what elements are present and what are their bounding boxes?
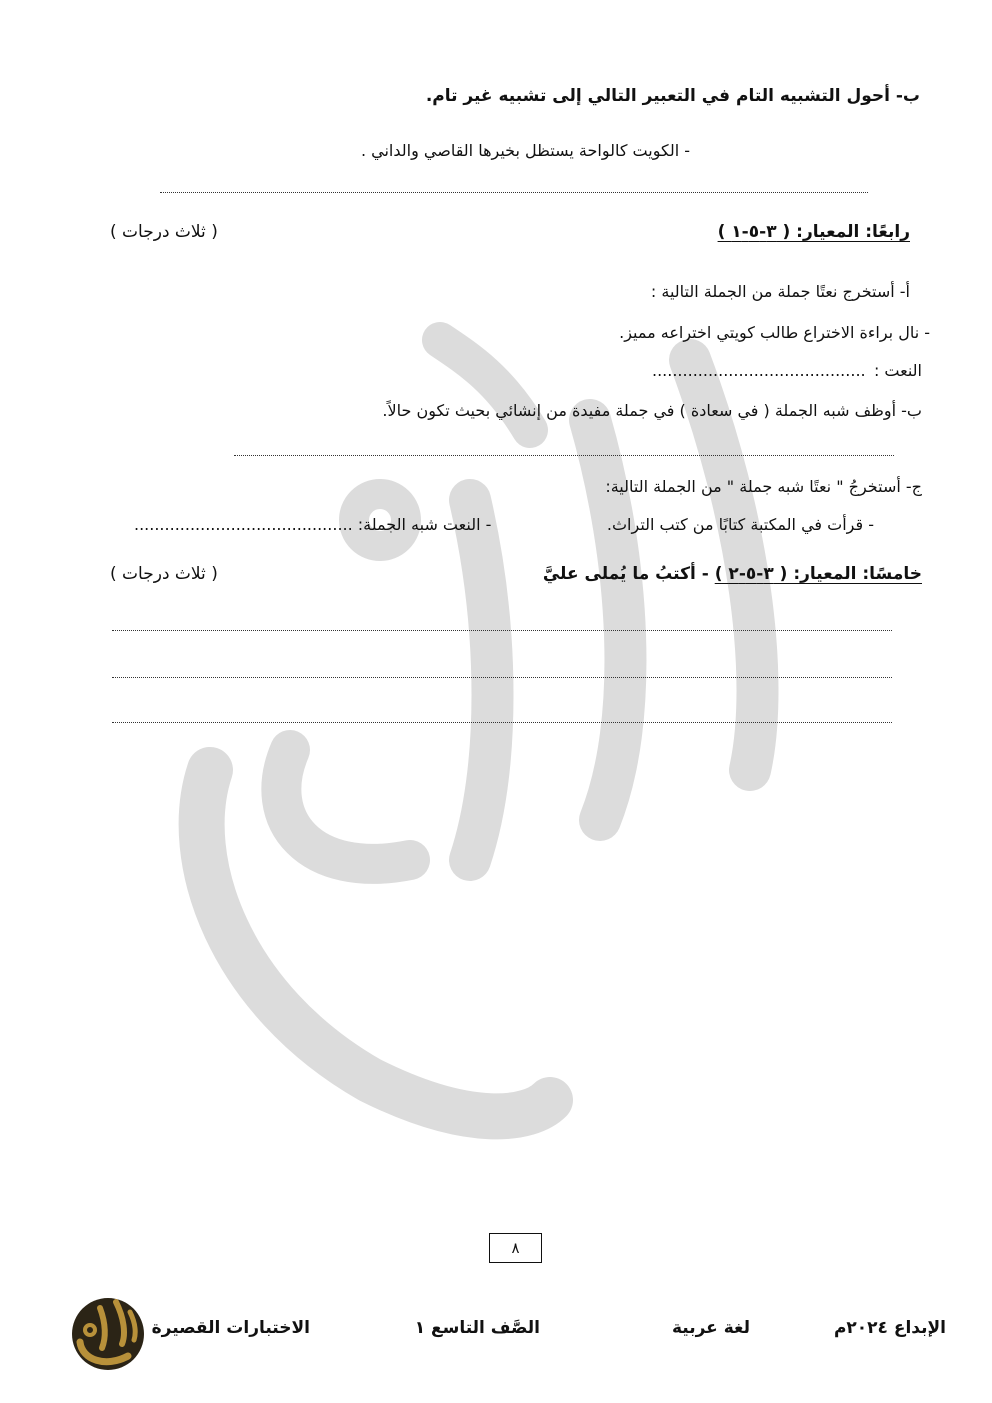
section4-c-answer-field[interactable]: - النعت شبه الجملة: ........................................... — [134, 515, 492, 534]
section4-a-sentence: - نال براءة الاختراع طالب كويتي اختراعه مميز. — [619, 323, 930, 342]
section4-c-prompt: ج- أستخرجُ " نعتًا شبه جملة " من الجملة التالية: — [605, 477, 922, 496]
dictation-line-2[interactable] — [112, 677, 892, 678]
section4-grade: ( ثلاث درجات ) — [110, 222, 218, 242]
section4-b-prompt: ب- أوظف شبه الجملة ( في سعادة ) في جملة مفيدة من إنشائي بحيث تكون حالاً. — [382, 401, 922, 420]
section5-title: خامسًا: المعيار: ( ٣-٥-٢ ) — [714, 564, 922, 584]
section-b-heading: ب- أحول التشبيه التام في التعبير التالي إلى تشبيه غير تام. — [425, 86, 920, 106]
section4-b-answer-line[interactable] — [234, 455, 894, 456]
section4-a-answer-field[interactable]: .......................................... — [652, 361, 866, 380]
section4-title: رابعًا: المعيار: ( ٣-٥-١ ) — [717, 222, 910, 242]
logo-icon — [66, 1290, 150, 1374]
page-number: ٨ — [489, 1233, 542, 1263]
footer-grade: الصَّف التاسع ١ — [414, 1318, 540, 1338]
section-b-sentence: - الكويت كالواحة يستظل بخيرها القاصي والداني . — [360, 141, 690, 160]
section5-grade: ( ثلاث درجات ) — [110, 564, 218, 584]
section5-task: - أكتبُ ما يُملى عليَّ — [542, 564, 709, 584]
section5-header — [543, 564, 922, 584]
dictation-line-3[interactable] — [112, 722, 892, 723]
dictation-line-1[interactable] — [112, 630, 892, 631]
footer-subject: لغة عربية — [671, 1318, 750, 1338]
section4-a-answer-label: النعت : — [873, 361, 922, 380]
section4-c-sentence: - قرأت في المكتبة كتابًا من كتب التراث. — [606, 515, 874, 534]
section-b-answer-line[interactable] — [160, 192, 868, 193]
footer-brand: الإبداع ٢٠٢٤م — [833, 1318, 946, 1338]
section4-a-prompt: أ- أستخرج نعتًا جملة من الجملة التالية : — [650, 282, 910, 301]
footer-series: الاختبارات القصيرة — [151, 1318, 310, 1338]
watermark-calligraphy — [170, 300, 810, 1200]
